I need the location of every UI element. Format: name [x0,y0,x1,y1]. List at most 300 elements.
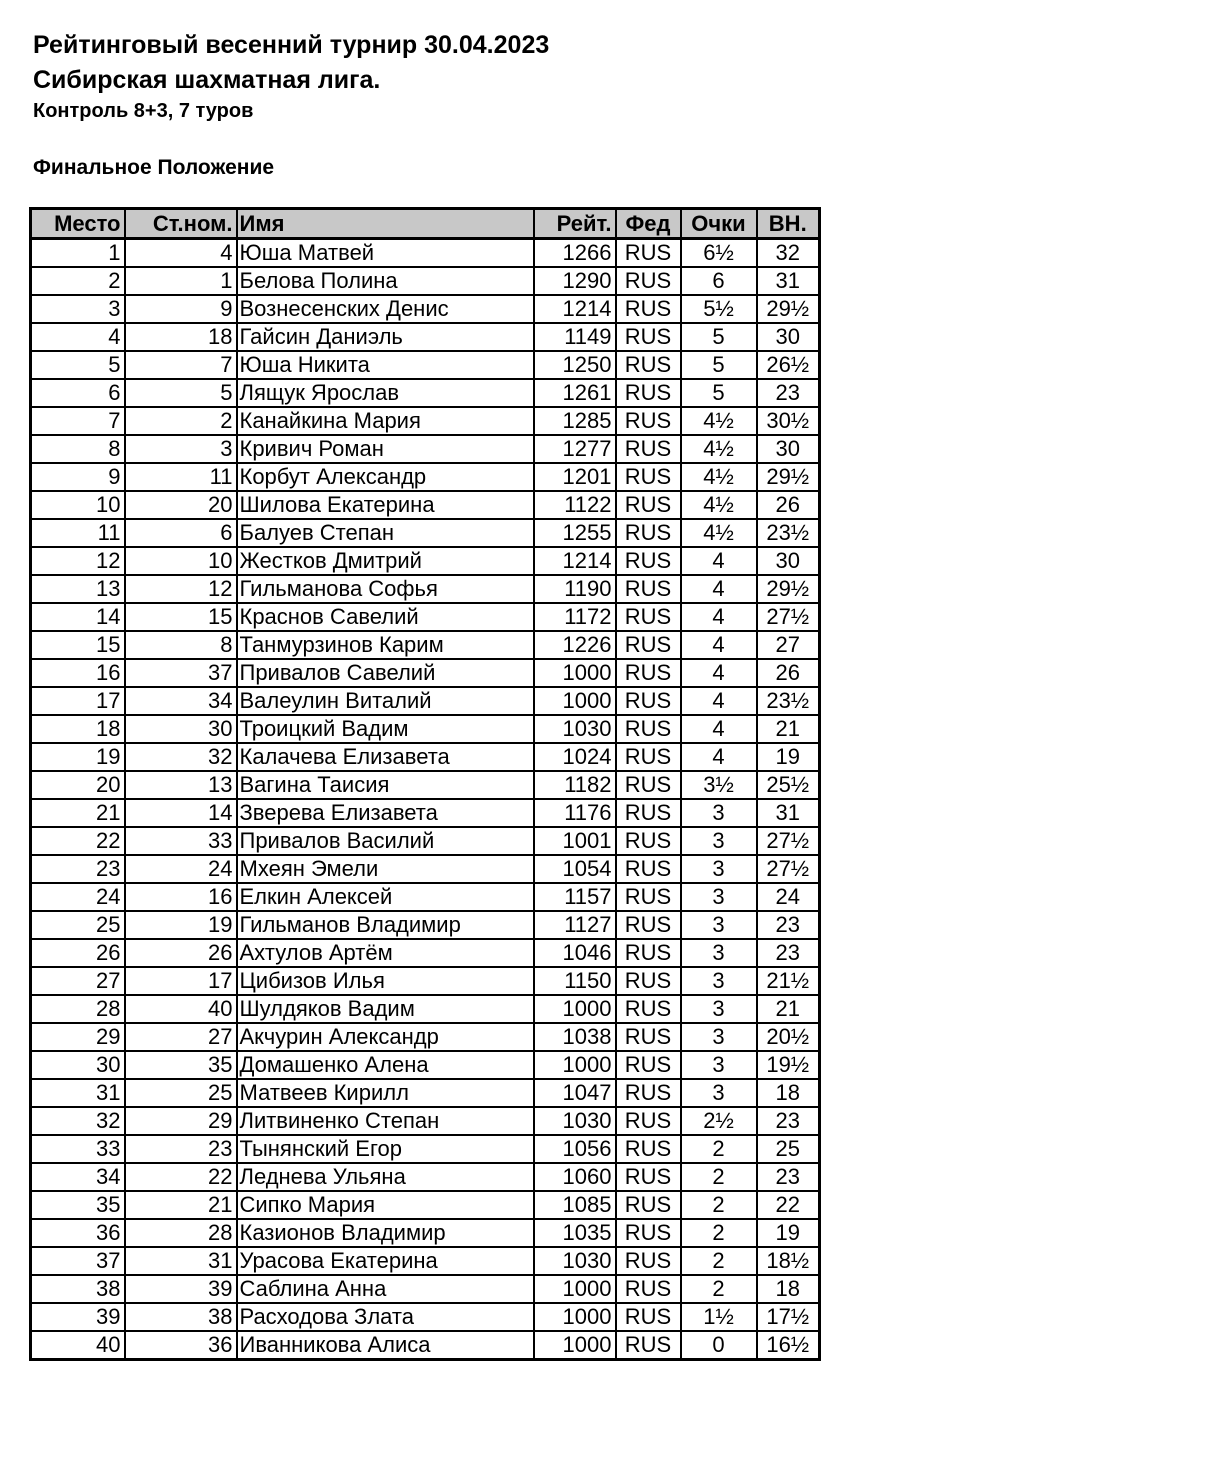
rating-cell: 1127 [534,911,616,939]
start-number-cell: 8 [125,631,237,659]
rating-cell: 1214 [534,295,616,323]
player-name-cell: Мхеян Эмели [237,855,534,883]
time-control: Контроль 8+3, 7 туров [33,100,254,122]
tiebreak-cell: 23 [757,911,820,939]
table-row [31,323,820,351]
place-cell: 26 [31,939,125,967]
place-cell: 7 [31,407,125,435]
tiebreak-cell: 21 [757,715,820,743]
rating-cell: 1085 [534,1191,616,1219]
start-number-cell: 30 [125,715,237,743]
tiebreak-cell: 25½ [757,771,820,799]
player-name-cell: Шулдяков Вадим [237,995,534,1023]
place-cell: 28 [31,995,125,1023]
rating-cell: 1226 [534,631,616,659]
federation-cell: RUS [616,463,681,491]
start-number-cell: 3 [125,435,237,463]
tiebreak-cell: 19 [757,1219,820,1247]
player-name-cell: Матвеев Кирилл [237,1079,534,1107]
player-name-cell: Шилова Екатерина [237,491,534,519]
place-cell: 8 [31,435,125,463]
place-cell: 12 [31,547,125,575]
tiebreak-cell: 22 [757,1191,820,1219]
player-name-cell: Вагина Таисия [237,771,534,799]
start-number-cell: 31 [125,1247,237,1275]
tiebreak-cell: 30 [757,547,820,575]
rating-cell: 1047 [534,1079,616,1107]
table-row [31,379,820,407]
league-name: Сибирская шахматная лига. [33,66,381,94]
player-name-cell: Юша Никита [237,351,534,379]
tiebreak-cell: 29½ [757,463,820,491]
place-cell: 3 [31,295,125,323]
start-number-cell: 40 [125,995,237,1023]
table-row [31,855,820,883]
table-row [31,659,820,687]
tiebreak-cell: 30½ [757,407,820,435]
start-number-cell: 5 [125,379,237,407]
table-row [31,939,820,967]
rating-cell: 1030 [534,1247,616,1275]
tiebreak-cell: 23 [757,379,820,407]
rating-cell: 1214 [534,547,616,575]
table-row [31,1303,820,1331]
tiebreak-cell: 20½ [757,1023,820,1051]
place-cell: 14 [31,603,125,631]
points-cell: 5 [681,351,757,379]
points-cell: 4 [681,659,757,687]
player-name-cell: Балуев Степан [237,519,534,547]
points-cell: 6½ [681,239,757,268]
federation-cell: RUS [616,407,681,435]
place-cell: 21 [31,799,125,827]
start-number-cell: 38 [125,1303,237,1331]
tiebreak-cell: 23½ [757,519,820,547]
tiebreak-cell: 17½ [757,1303,820,1331]
player-name-cell: Расходова Злата [237,1303,534,1331]
player-name-cell: Гильманов Владимир [237,911,534,939]
points-cell: 6 [681,267,757,295]
player-name-cell: Привалов Савелий [237,659,534,687]
table-row [31,1107,820,1135]
place-cell: 19 [31,743,125,771]
column-header-federation: Фед [616,209,681,239]
points-cell: 2 [681,1191,757,1219]
points-cell: 2 [681,1275,757,1303]
federation-cell: RUS [616,239,681,268]
points-cell: 2 [681,1163,757,1191]
tiebreak-cell: 26 [757,491,820,519]
table-row [31,547,820,575]
table-header-row [31,209,820,239]
place-cell: 16 [31,659,125,687]
points-cell: 3 [681,939,757,967]
points-cell: 3 [681,1023,757,1051]
player-name-cell: Цибизов Илья [237,967,534,995]
tiebreak-cell: 27½ [757,603,820,631]
table-row [31,1023,820,1051]
rating-cell: 1054 [534,855,616,883]
table-row [31,1275,820,1303]
table-row [31,463,820,491]
rating-cell: 1255 [534,519,616,547]
rating-cell: 1250 [534,351,616,379]
federation-cell: RUS [616,911,681,939]
federation-cell: RUS [616,323,681,351]
start-number-cell: 37 [125,659,237,687]
points-cell: 0 [681,1331,757,1360]
table-row [31,687,820,715]
rating-cell: 1000 [534,687,616,715]
points-cell: 2½ [681,1107,757,1135]
table-row [31,295,820,323]
place-cell: 29 [31,1023,125,1051]
rating-cell: 1060 [534,1163,616,1191]
player-name-cell: Гайсин Даниэль [237,323,534,351]
player-name-cell: Сипко Мария [237,1191,534,1219]
rating-cell: 1290 [534,267,616,295]
start-number-cell: 24 [125,855,237,883]
start-number-cell: 29 [125,1107,237,1135]
rating-cell: 1001 [534,827,616,855]
federation-cell: RUS [616,687,681,715]
rating-cell: 1190 [534,575,616,603]
tiebreak-cell: 27½ [757,855,820,883]
rating-cell: 1201 [534,463,616,491]
place-cell: 39 [31,1303,125,1331]
federation-cell: RUS [616,1247,681,1275]
points-cell: 4½ [681,463,757,491]
player-name-cell: Юша Матвей [237,239,534,268]
table-row [31,715,820,743]
player-name-cell: Леднева Ульяна [237,1163,534,1191]
player-name-cell: Зверева Елизавета [237,799,534,827]
start-number-cell: 14 [125,799,237,827]
table-row [31,1051,820,1079]
start-number-cell: 36 [125,1331,237,1360]
table-row [31,435,820,463]
table-row [31,743,820,771]
start-number-cell: 2 [125,407,237,435]
player-name-cell: Кривич Роман [237,435,534,463]
federation-cell: RUS [616,1331,681,1360]
federation-cell: RUS [616,1275,681,1303]
start-number-cell: 21 [125,1191,237,1219]
player-name-cell: Белова Полина [237,267,534,295]
place-cell: 31 [31,1079,125,1107]
rating-cell: 1266 [534,239,616,268]
tiebreak-cell: 30 [757,323,820,351]
federation-cell: RUS [616,631,681,659]
start-number-cell: 7 [125,351,237,379]
place-cell: 15 [31,631,125,659]
federation-cell: RUS [616,267,681,295]
table-row [31,267,820,295]
points-cell: 3 [681,855,757,883]
points-cell: 3½ [681,771,757,799]
points-cell: 3 [681,1079,757,1107]
player-name-cell: Гильманова Софья [237,575,534,603]
tiebreak-cell: 23 [757,939,820,967]
tiebreak-cell: 29½ [757,575,820,603]
tiebreak-cell: 24 [757,883,820,911]
federation-cell: RUS [616,575,681,603]
start-number-cell: 25 [125,1079,237,1107]
points-cell: 3 [681,995,757,1023]
place-cell: 30 [31,1051,125,1079]
federation-cell: RUS [616,351,681,379]
rating-cell: 1038 [534,1023,616,1051]
rating-cell: 1172 [534,603,616,631]
player-name-cell: Жестков Дмитрий [237,547,534,575]
place-cell: 1 [31,239,125,268]
player-name-cell: Привалов Василий [237,827,534,855]
federation-cell: RUS [616,771,681,799]
federation-cell: RUS [616,827,681,855]
points-cell: 3 [681,827,757,855]
start-number-cell: 28 [125,1219,237,1247]
tiebreak-cell: 18½ [757,1247,820,1275]
points-cell: 1½ [681,1303,757,1331]
rating-cell: 1182 [534,771,616,799]
place-cell: 27 [31,967,125,995]
table-row [31,771,820,799]
table-row [31,827,820,855]
federation-cell: RUS [616,1135,681,1163]
start-number-cell: 26 [125,939,237,967]
points-cell: 4 [681,547,757,575]
column-header-place: Место [31,209,125,239]
tiebreak-cell: 27½ [757,827,820,855]
table-row [31,883,820,911]
column-header-tiebreak: ВН. [757,209,820,239]
federation-cell: RUS [616,995,681,1023]
column-header-points: Очки [681,209,757,239]
tiebreak-cell: 18 [757,1275,820,1303]
federation-cell: RUS [616,435,681,463]
points-cell: 3 [681,883,757,911]
player-name-cell: Краснов Савелий [237,603,534,631]
rating-cell: 1150 [534,967,616,995]
player-name-cell: Домашенко Алена [237,1051,534,1079]
points-cell: 4 [681,743,757,771]
start-number-cell: 33 [125,827,237,855]
tiebreak-cell: 27 [757,631,820,659]
federation-cell: RUS [616,1107,681,1135]
table-row [31,1191,820,1219]
start-number-cell: 23 [125,1135,237,1163]
tiebreak-cell: 32 [757,239,820,268]
points-cell: 4½ [681,435,757,463]
start-number-cell: 20 [125,491,237,519]
tiebreak-cell: 21½ [757,967,820,995]
place-cell: 5 [31,351,125,379]
federation-cell: RUS [616,547,681,575]
points-cell: 4 [681,715,757,743]
tiebreak-cell: 26½ [757,351,820,379]
federation-cell: RUS [616,519,681,547]
points-cell: 5 [681,379,757,407]
tiebreak-cell: 19 [757,743,820,771]
player-name-cell: Акчурин Александр [237,1023,534,1051]
place-cell: 13 [31,575,125,603]
start-number-cell: 19 [125,911,237,939]
federation-cell: RUS [616,715,681,743]
place-cell: 40 [31,1331,125,1360]
federation-cell: RUS [616,1079,681,1107]
tiebreak-cell: 31 [757,799,820,827]
standings-table [29,207,821,1361]
federation-cell: RUS [616,603,681,631]
table-row [31,603,820,631]
player-name-cell: Ахтулов Артём [237,939,534,967]
place-cell: 38 [31,1275,125,1303]
place-cell: 11 [31,519,125,547]
place-cell: 4 [31,323,125,351]
player-name-cell: Корбут Александр [237,463,534,491]
points-cell: 4 [681,631,757,659]
start-number-cell: 32 [125,743,237,771]
start-number-cell: 15 [125,603,237,631]
tiebreak-cell: 18 [757,1079,820,1107]
rating-cell: 1056 [534,1135,616,1163]
table-row [31,911,820,939]
player-name-cell: Калачева Елизавета [237,743,534,771]
player-name-cell: Литвиненко Степан [237,1107,534,1135]
start-number-cell: 1 [125,267,237,295]
start-number-cell: 4 [125,239,237,268]
place-cell: 23 [31,855,125,883]
rating-cell: 1000 [534,1275,616,1303]
place-cell: 10 [31,491,125,519]
tiebreak-cell: 26 [757,659,820,687]
column-header-rating: Рейт. [534,209,616,239]
place-cell: 35 [31,1191,125,1219]
place-cell: 9 [31,463,125,491]
rating-cell: 1024 [534,743,616,771]
points-cell: 3 [681,911,757,939]
start-number-cell: 39 [125,1275,237,1303]
tiebreak-cell: 21 [757,995,820,1023]
place-cell: 24 [31,883,125,911]
place-cell: 32 [31,1107,125,1135]
table-row [31,967,820,995]
points-cell: 4½ [681,491,757,519]
start-number-cell: 27 [125,1023,237,1051]
table-row [31,407,820,435]
start-number-cell: 34 [125,687,237,715]
place-cell: 6 [31,379,125,407]
tiebreak-cell: 23 [757,1107,820,1135]
points-cell: 2 [681,1247,757,1275]
points-cell: 4 [681,687,757,715]
rating-cell: 1122 [534,491,616,519]
points-cell: 4 [681,575,757,603]
player-name-cell: Урасова Екатерина [237,1247,534,1275]
rating-cell: 1000 [534,1331,616,1360]
table-row [31,351,820,379]
place-cell: 36 [31,1219,125,1247]
standings-subtitle: Финальное Положение [33,156,275,179]
player-name-cell: Канайкина Мария [237,407,534,435]
rating-cell: 1176 [534,799,616,827]
table-row [31,631,820,659]
points-cell: 2 [681,1219,757,1247]
table-row [31,995,820,1023]
federation-cell: RUS [616,659,681,687]
tiebreak-cell: 31 [757,267,820,295]
place-cell: 22 [31,827,125,855]
place-cell: 37 [31,1247,125,1275]
table-row [31,1135,820,1163]
start-number-cell: 10 [125,547,237,575]
table-row [31,575,820,603]
federation-cell: RUS [616,1163,681,1191]
start-number-cell: 9 [125,295,237,323]
table-row [31,1079,820,1107]
rating-cell: 1035 [534,1219,616,1247]
place-cell: 34 [31,1163,125,1191]
points-cell: 5½ [681,295,757,323]
place-cell: 17 [31,687,125,715]
column-header-start-number: Ст.ном. [125,209,237,239]
tiebreak-cell: 19½ [757,1051,820,1079]
player-name-cell: Троицкий Вадим [237,715,534,743]
federation-cell: RUS [616,1191,681,1219]
table-row [31,799,820,827]
points-cell: 3 [681,1051,757,1079]
federation-cell: RUS [616,1051,681,1079]
player-name-cell: Елкин Алексей [237,883,534,911]
points-cell: 3 [681,799,757,827]
rating-cell: 1046 [534,939,616,967]
place-cell: 25 [31,911,125,939]
start-number-cell: 22 [125,1163,237,1191]
start-number-cell: 35 [125,1051,237,1079]
points-cell: 4½ [681,407,757,435]
points-cell: 5 [681,323,757,351]
start-number-cell: 11 [125,463,237,491]
federation-cell: RUS [616,1303,681,1331]
table-row [31,1331,820,1360]
points-cell: 4½ [681,519,757,547]
tiebreak-cell: 29½ [757,295,820,323]
rating-cell: 1277 [534,435,616,463]
federation-cell: RUS [616,1023,681,1051]
place-cell: 20 [31,771,125,799]
rating-cell: 1000 [534,995,616,1023]
rating-cell: 1000 [534,1051,616,1079]
rating-cell: 1157 [534,883,616,911]
points-cell: 2 [681,1135,757,1163]
start-number-cell: 6 [125,519,237,547]
federation-cell: RUS [616,491,681,519]
player-name-cell: Танмурзинов Карим [237,631,534,659]
tiebreak-cell: 16½ [757,1331,820,1360]
player-name-cell: Казионов Владимир [237,1219,534,1247]
player-name-cell: Лящук Ярослав [237,379,534,407]
start-number-cell: 13 [125,771,237,799]
place-cell: 2 [31,267,125,295]
place-cell: 33 [31,1135,125,1163]
table-row [31,1247,820,1275]
tiebreak-cell: 25 [757,1135,820,1163]
document-title: Рейтинговый весенний турнир 30.04.2023 [33,31,550,59]
player-name-cell: Тынянский Егор [237,1135,534,1163]
rating-cell: 1000 [534,659,616,687]
federation-cell: RUS [616,855,681,883]
rating-cell: 1285 [534,407,616,435]
